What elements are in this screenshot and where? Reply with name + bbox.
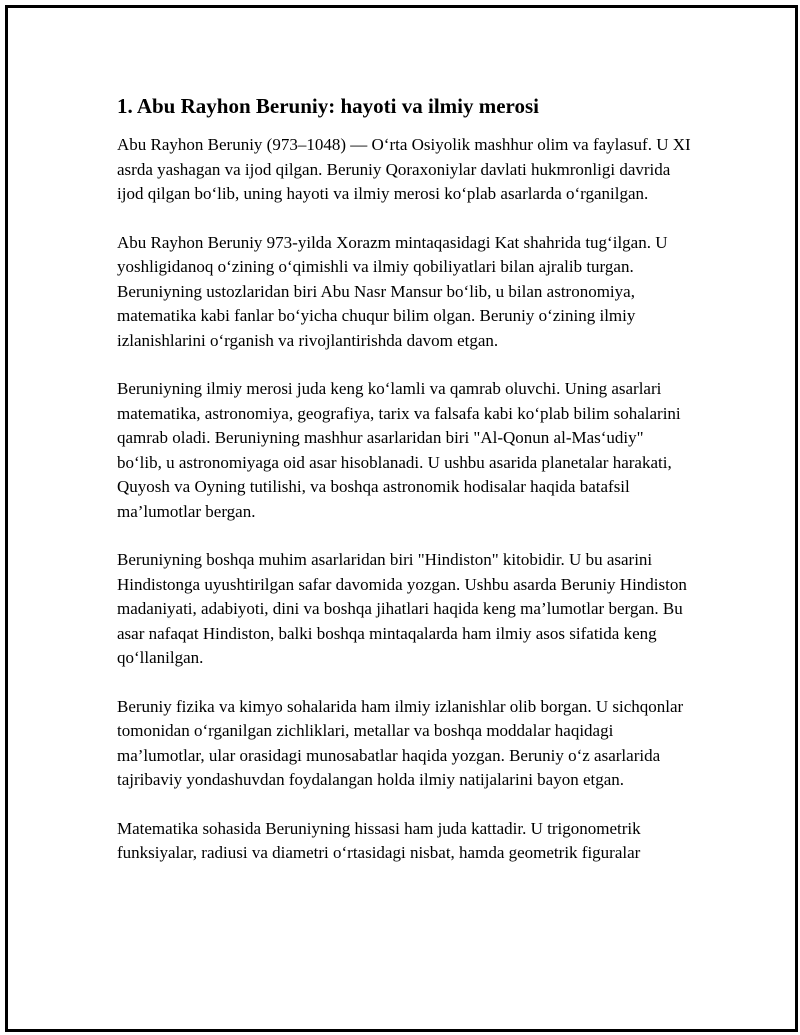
paragraph-biography: Abu Rayhon Beruniy 973-yilda Xorazm mintaqasidagi Kat shahrida tug‘ilgan. U yoshligidanoq o‘zining o‘qimishli va ilmiy qobiliyatlari bilan ajralib turgan. Beruniyning ustozlaridan biri Abu Nasr Mansur bo‘lib, u bilan astronomiya, matematika kabi fanlar bo‘yicha chuqur bilim olgan. Beruniy o‘zining ilmiy izlanishlarini o‘rganish va rivojlantirishda davom etgan. (117, 232, 668, 350)
document-body (117, 92, 692, 890)
paragraph-physics-chemistry: Beruniy fizika va kimyo sohalarida ham ilmiy izlanishlar olib borgan. U sichqonlar tomonidan o‘rganilgan zichliklari, metallar va boshqa moddalar haqidagi ma’lumotlar, ular orasidagi munosabatlar haqida yozgan. Beruniy o‘z asarlarida tajribaviy yondashuvdan foydalangan holda ilmiy natijalarini bayon etgan. (117, 696, 684, 789)
document-title: 1. Abu Rayhon Beruniy: hayoti va ilmiy merosi (117, 94, 539, 118)
paragraph-mathematics: Matematika sohasida Beruniyning hissasi ham juda kattadir. U trigonometrik funksiyalar, radiusi va diametri o‘rtasidagi nisbat, hamda geometrik figuralar (117, 818, 641, 862)
paragraph-intro: Abu Rayhon Beruniy (973–1048) — O‘rta Osiyolik mashhur olim va faylasuf. U XI asrda yashagan va ijod qilgan. Beruniy Qoraxoniylar davlati hukmronligi davrida ijod qilgan bo‘lib, uning hayoti va ilmiy merosi ko‘plab asarlarda o‘rganilgan. (117, 135, 691, 203)
paragraph-scientific-legacy: Beruniyning ilmiy merosi juda keng ko‘lamli va qamrab oluvchi. Uning asarlari matematika, astronomiya, geografiya, tarix va falsafa kabi ko‘plab bilim sohalarini qamrab oladi. Beruniyning mashhur asarlaridan biri "Al-Qonun al-Mas‘udiy" bo‘lib, u astronomiyaga oid asar hisoblanadi. U ushbu asarida planetalar harakati, Quyosh va Oyning tutilishi, va boshqa astronomik hodisalar haqida batafsil ma’lumotlar bergan. (117, 379, 681, 521)
paragraph-india-book: Beruniyning boshqa muhim asarlaridan biri "Hindiston" kitobidir. U bu asarini Hindistonga uyushtirilgan safar davomida yozgan. Ushbu asarda Beruniy Hindiston madaniyati, adabiyoti, dini va boshqa jihatlari haqida keng ma’lumotlar bergan. Bu asar nafaqat Hindiston, balki boshqa mintaqalarda ham ilmiy asos sifatida keng qo‘llanilgan. (117, 550, 687, 667)
